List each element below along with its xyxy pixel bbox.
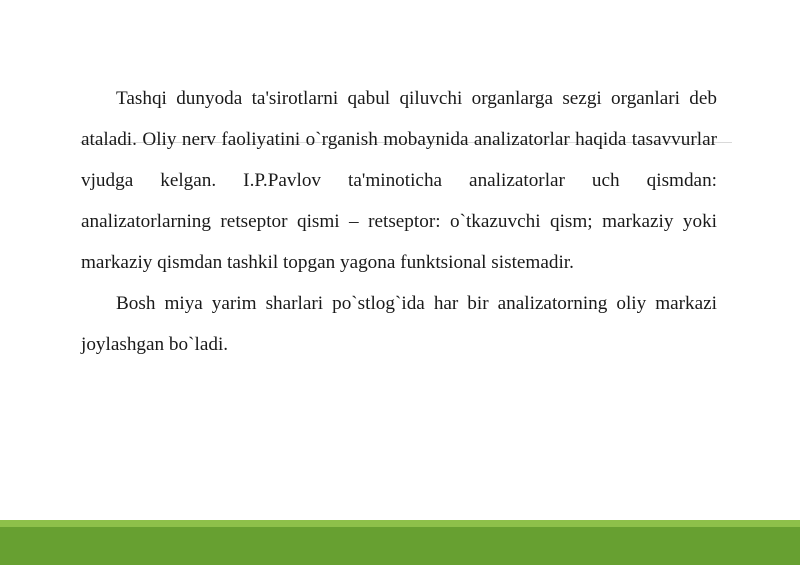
footer-bar-dark <box>0 527 800 565</box>
paragraph-cortex-center: Bosh miya yarim sharlari po`stlog`ida har bir analizatorning oliy markazi joylashgan bo`ladi. <box>81 293 717 355</box>
text-block <box>81 78 717 365</box>
paragraph-analyzers-definition: Tashqi dunyoda ta'sirotlarni qabul qiluvchi organlarga sezgi organlari deb ataladi. Oliy nerv faoliyatini o`rganish mobaynida analizatorlar haqida tasavvurlar vjudga kelgan. I.P.Pavlov ta'minoticha analizatorlar uch qismdan: analizatorlarning retseptor qismi – retseptor: o`tkazuvchi qism; markaziy yoki markaziy qismdan tashkil topgan yagona funktsional sistemadir. <box>81 88 717 273</box>
footer-bar-light <box>0 520 800 527</box>
